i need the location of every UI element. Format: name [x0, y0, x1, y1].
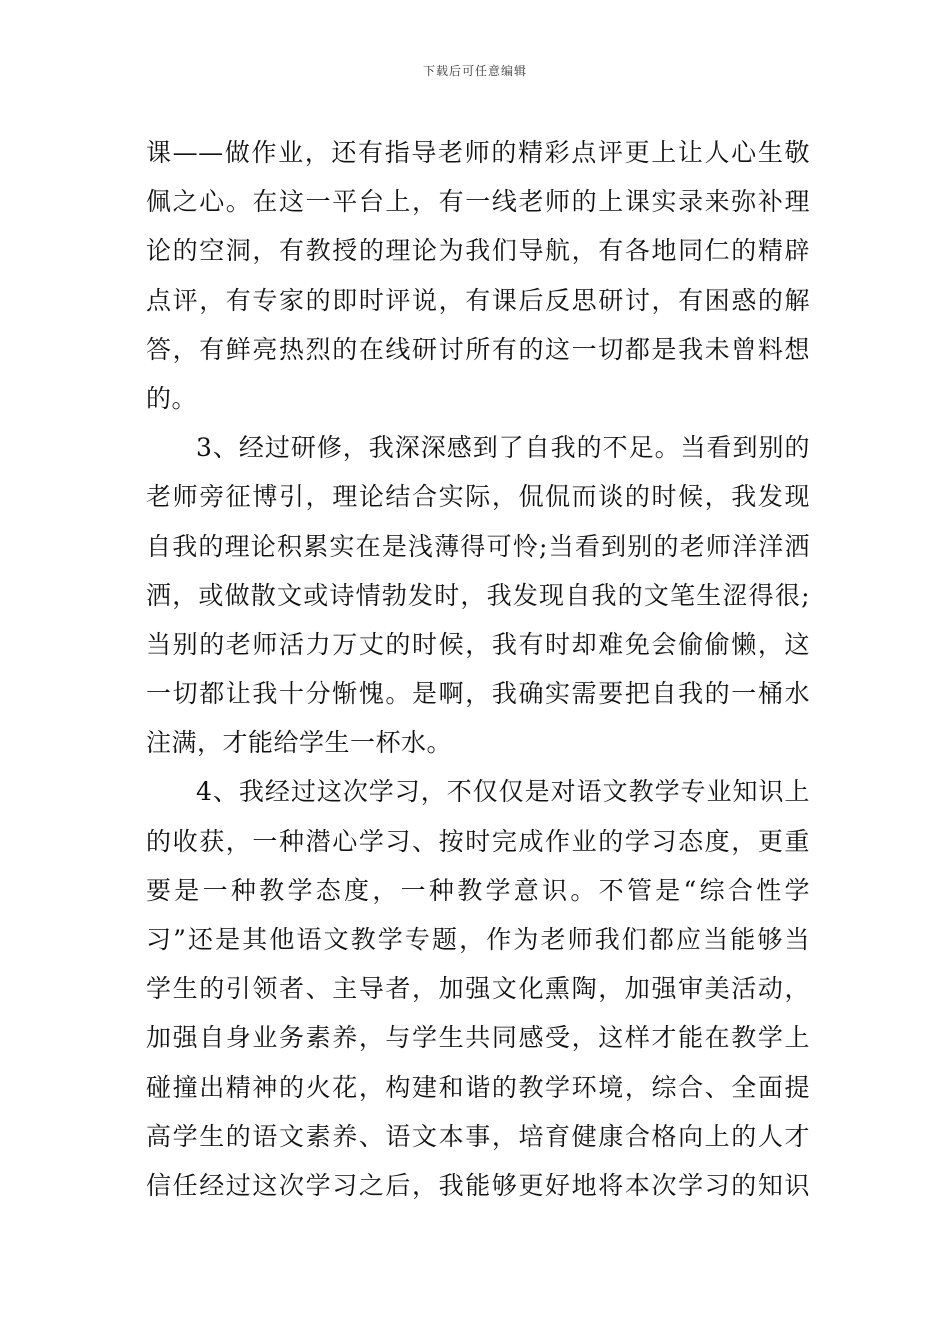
text-line: 当别的老师活力万丈的时候，我有时却难免会偷偷懒，这 — [146, 629, 810, 659]
text-line: 自我的理论积累实在是浅薄得可怜;当看到别的老师洋洋洒 — [146, 531, 810, 561]
text-line: 高学生的语文素养、语文本事，培育健康合格向上的人才 — [146, 1121, 810, 1151]
text-line: 注满，才能给学生一杯水。 — [146, 728, 453, 758]
text-line: 4、我经过这次学习，不仅仅是对语文教学专业知识上 — [196, 777, 810, 807]
text-line: 碰撞出精神的火花，构建和谐的教学环境，综合、全面提 — [146, 1072, 810, 1102]
page-header: 下载后可任意编辑 — [422, 64, 527, 78]
text-line: 老师旁征博引，理论结合实际，侃侃而谈的时候，我发现 — [146, 482, 810, 512]
text-line: 一切都让我十分惭愧。是啊，我确实需要把自我的一桶水 — [146, 679, 810, 709]
text-line: 课——做作业，还有指导老师的精彩点评更上让人心生敬 — [146, 138, 810, 167]
text-line: 学生的引领者、主导者，加强文化熏陶，加强审美活动， — [146, 974, 810, 1004]
text-line: 答，有鲜亮热烈的在线研讨所有的这一切都是我未曾料想 — [146, 334, 810, 364]
text-line: 加强自身业务素养，与学生共同感受，这样才能在教学上 — [146, 1023, 810, 1053]
text-line: 佩之心。在这一平台上，有一线老师的上课实录来弥补理 — [146, 187, 810, 217]
text-line: 的收获，一种潜心学习、按时完成作业的学习态度，更重 — [146, 826, 810, 856]
text-line: 的。 — [146, 383, 198, 413]
body-text — [146, 128, 810, 1210]
text-line: 3、经过研修，我深深感到了自我的不足。当看到别的 — [196, 433, 810, 463]
text-line: 论的空洞，有教授的理论为我们导航，有各地同仁的精辟 — [146, 236, 810, 266]
text-line: 要是一种教学态度，一种教学意识。不管是“综合性学 — [146, 875, 810, 905]
text-line: 洒，或做散文或诗情勃发时，我发现自我的文笔生涩得很; — [146, 580, 810, 610]
text-line: 点评，有专家的即时评说，有课后反思研讨，有困惑的解 — [146, 285, 810, 315]
text-line: 信任经过这次学习之后，我能够更好地将本次学习的知识 — [146, 1170, 810, 1200]
text-line: 习”还是其他语文教学专题，作为老师我们都应当能够当 — [146, 925, 810, 954]
